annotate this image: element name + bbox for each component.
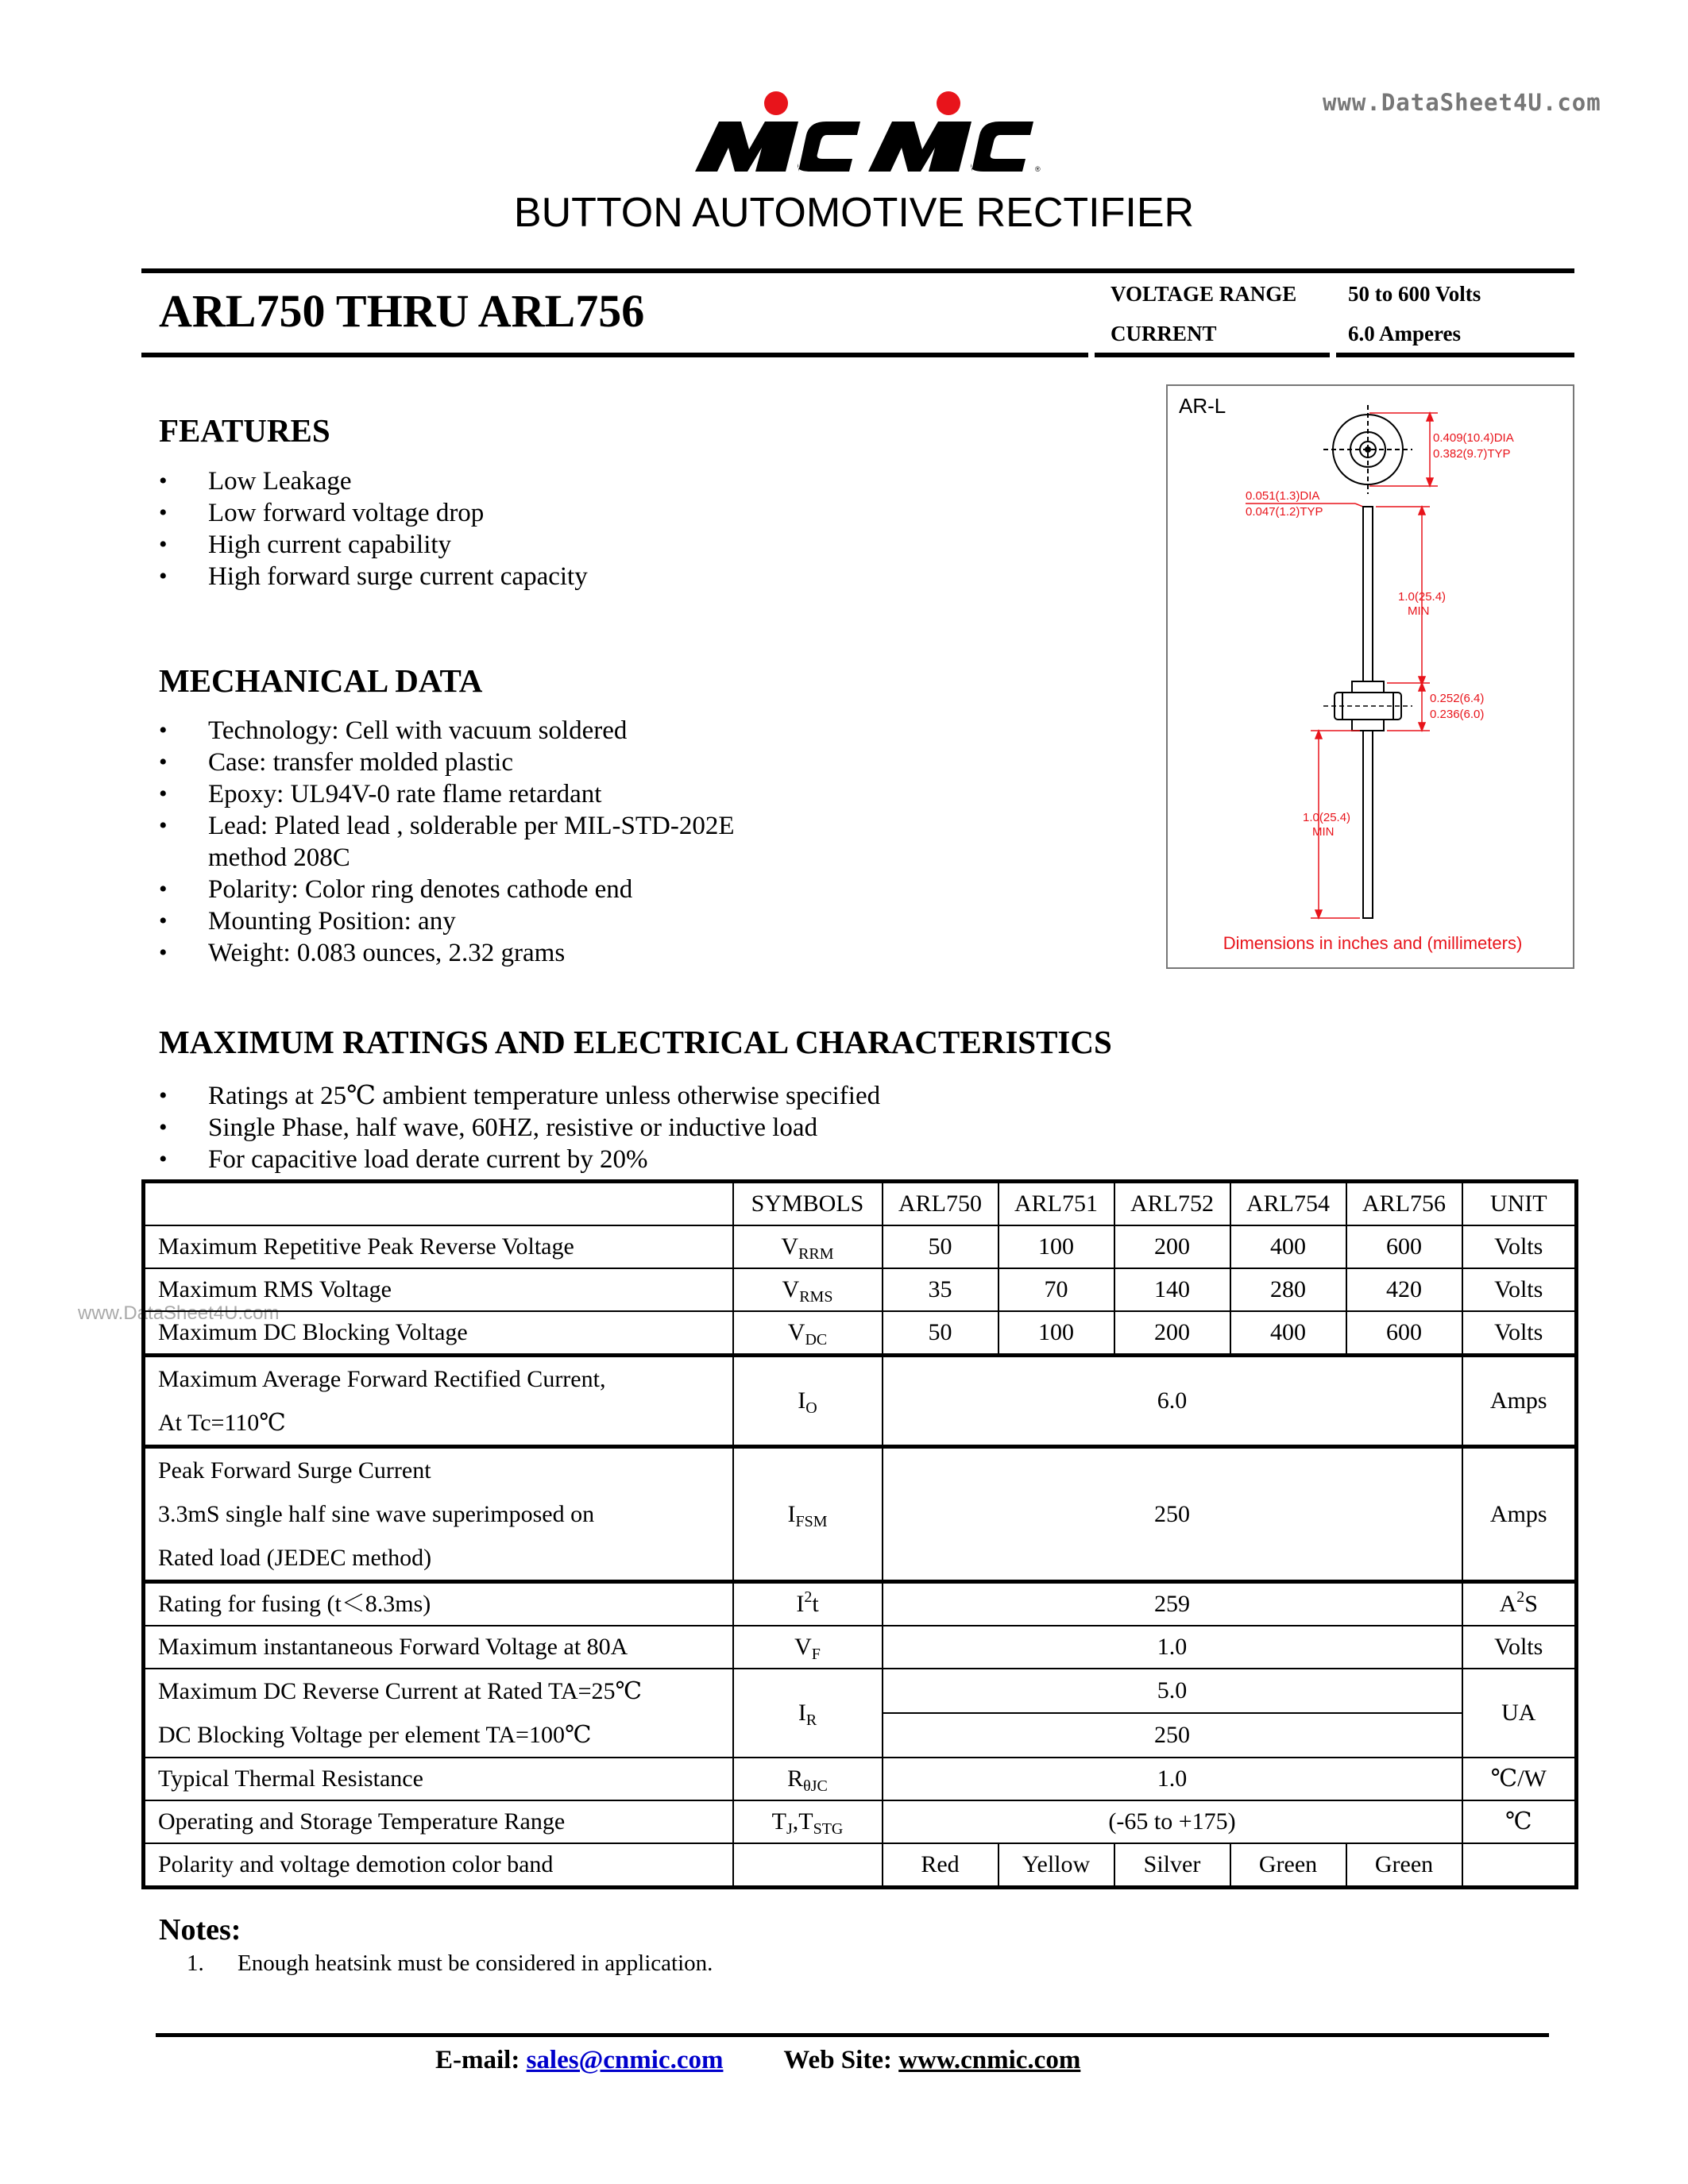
watermark-left: www.DataSheet4U.com bbox=[78, 1302, 280, 1324]
symbol-cell: $R_{\theta JC}$ bbox=[733, 1758, 883, 1800]
dim-len-top-2: MIN bbox=[1408, 604, 1430, 618]
symbol-cell: $I_O$ bbox=[733, 1356, 883, 1447]
table-header: ARL756 bbox=[1346, 1182, 1462, 1226]
unit-cell: Amps bbox=[1462, 1447, 1577, 1582]
value-cell: 100 bbox=[999, 1311, 1114, 1356]
symbol-cell: $I_{FSM}$ bbox=[733, 1447, 883, 1582]
unit-cell: Amps bbox=[1462, 1356, 1577, 1447]
voltage-range-label: VOLTAGE RANGE bbox=[1111, 282, 1297, 306]
value-cell: Silver bbox=[1114, 1843, 1230, 1888]
list-item: • Polarity: Color ring denotes cathode end bbox=[159, 874, 735, 905]
ratings-heading: MAXIMUM RATINGS AND ELECTRICAL CHARACTERISTICS bbox=[159, 1024, 1112, 1060]
table-header: ARL752 bbox=[1114, 1182, 1230, 1226]
package-label: AR-L bbox=[1179, 394, 1226, 418]
symbol-cell bbox=[733, 1843, 883, 1888]
header-bottom-rule-mid bbox=[1095, 353, 1330, 357]
value-cell: 259 bbox=[883, 1582, 1462, 1626]
dim-len-top-1: 1.0(25.4) bbox=[1398, 590, 1447, 604]
svg-text:®: ® bbox=[1035, 165, 1041, 173]
page-title: BUTTON AUTOMOTIVE RECTIFIER bbox=[513, 190, 1195, 236]
value-cell: 50 bbox=[883, 1311, 999, 1356]
list-item: • Case: transfer molded plastic bbox=[159, 747, 735, 778]
table-header: UNIT bbox=[1462, 1182, 1577, 1226]
value-cell: 600 bbox=[1346, 1311, 1462, 1356]
value-cell: 140 bbox=[1114, 1268, 1230, 1311]
value-cell: 35 bbox=[883, 1268, 999, 1311]
part-number-range: ARL750 THRU ARL756 bbox=[159, 285, 645, 337]
table-header: ARL750 bbox=[883, 1182, 999, 1226]
unit-cell: Volts bbox=[1462, 1626, 1577, 1669]
value-cell: 50 bbox=[883, 1225, 999, 1268]
list-item: • High current capability bbox=[159, 529, 588, 561]
value-cell: 600 bbox=[1346, 1225, 1462, 1268]
value-cell: (-65 to +175) bbox=[883, 1800, 1462, 1843]
value-cell: Yellow bbox=[999, 1843, 1114, 1888]
list-item: • Technology: Cell with vacuum soldered bbox=[159, 715, 735, 747]
notes-heading: Notes: bbox=[159, 1913, 241, 1947]
value-cell: Green bbox=[1230, 1843, 1346, 1888]
email-label: E-mail: bbox=[435, 2046, 520, 2074]
unit-cell: Volts bbox=[1462, 1225, 1577, 1268]
table-row bbox=[144, 1311, 1577, 1356]
unit-cell: Volts bbox=[1462, 1268, 1577, 1311]
table-row bbox=[144, 1758, 1577, 1800]
dim-lead-2: 0.047(1.2)TYP bbox=[1246, 505, 1323, 519]
dim-body-2: 0.236(6.0) bbox=[1430, 708, 1485, 721]
top-rule bbox=[141, 268, 1574, 273]
footer-rule bbox=[156, 2033, 1549, 2037]
mechanical-list bbox=[159, 715, 735, 969]
table-header bbox=[144, 1182, 733, 1226]
value-cell: 420 bbox=[1346, 1268, 1462, 1311]
features-heading: FEATURES bbox=[159, 412, 330, 449]
list-item: • Mounting Position: any bbox=[159, 905, 735, 937]
watermark-top: www.DataSheet4U.com bbox=[1323, 89, 1601, 116]
value-cell: 100 bbox=[999, 1225, 1114, 1268]
param-cell: Maximum Average Forward Rectified Current, At Tc=110℃ bbox=[144, 1356, 733, 1447]
unit-cell: Volts bbox=[1462, 1311, 1577, 1356]
param-cell: Polarity and voltage demotion color band bbox=[144, 1843, 733, 1888]
table-header-row bbox=[144, 1182, 1577, 1226]
email-link[interactable]: sales@cnmic.com bbox=[526, 2046, 724, 2074]
list-item: • Ratings at 25℃ ambient temperature unless otherwise specified bbox=[159, 1080, 880, 1112]
value-cell: 200 bbox=[1114, 1225, 1230, 1268]
voltage-range-value: 50 to 600 Volts bbox=[1348, 282, 1481, 306]
param-cell: Maximum instantaneous Forward Voltage at 80A bbox=[144, 1626, 733, 1669]
table-row bbox=[144, 1800, 1577, 1843]
table-row bbox=[144, 1225, 1577, 1268]
symbol-cell: $T_J,T_{STG}$ bbox=[733, 1800, 883, 1843]
symbol-cell: $V_{DC}$ bbox=[733, 1311, 883, 1356]
dim-dia-1: 0.409(10.4)DIA bbox=[1433, 431, 1514, 445]
value-cell: 250 bbox=[883, 1447, 1462, 1582]
current-value: 6.0 Amperes bbox=[1348, 322, 1461, 345]
table-row bbox=[144, 1582, 1577, 1626]
unit-cell bbox=[1462, 1843, 1577, 1888]
value-cell: 280 bbox=[1230, 1268, 1346, 1311]
unit-cell: UA bbox=[1462, 1669, 1577, 1758]
list-item: • Epoxy: UL94V-0 rate flame retardant bbox=[159, 778, 735, 810]
dim-len-bot-1: 1.0(25.4) bbox=[1303, 811, 1351, 824]
list-item: • High forward surge current capacity bbox=[159, 561, 588, 592]
value-cell: 400 bbox=[1230, 1225, 1346, 1268]
param-cell: Maximum Repetitive Peak Reverse Voltage bbox=[144, 1225, 733, 1268]
value-cell: 1.0 bbox=[883, 1626, 1462, 1669]
symbol-cell: $I_R$ bbox=[733, 1669, 883, 1758]
value-cell: 70 bbox=[999, 1268, 1114, 1311]
table-header: SYMBOLS bbox=[733, 1182, 883, 1226]
table-row bbox=[144, 1669, 1577, 1713]
mechanical-heading: MECHANICAL DATA bbox=[159, 662, 483, 699]
company-logo bbox=[679, 86, 1045, 181]
table-header: ARL751 bbox=[999, 1182, 1114, 1226]
list-item: • For capacitive load derate current by 20% bbox=[159, 1144, 880, 1175]
table-row bbox=[144, 1268, 1577, 1311]
dim-len-bot-2: MIN bbox=[1312, 825, 1335, 839]
unit-cell: ℃/W bbox=[1462, 1758, 1577, 1800]
list-item: • Low Leakage bbox=[159, 465, 588, 497]
current-label: CURRENT bbox=[1111, 322, 1217, 345]
value-cell: 6.0 bbox=[883, 1356, 1462, 1447]
param-cell: Operating and Storage Temperature Range bbox=[144, 1800, 733, 1843]
symbol-cell: $V_F$ bbox=[733, 1626, 883, 1669]
features-list bbox=[159, 465, 588, 592]
param-cell: Peak Forward Surge Current 3.3mS single half sine wave superimposed on Rated load (JEDEC method) bbox=[144, 1447, 733, 1582]
header-bottom-rule-right bbox=[1336, 353, 1574, 357]
table-row bbox=[144, 1447, 1577, 1582]
dim-lead-1: 0.051(1.3)DIA bbox=[1246, 489, 1320, 503]
value-cell: 200 bbox=[1114, 1311, 1230, 1356]
value-cell: 250 bbox=[883, 1713, 1462, 1758]
header-bottom-rule-left bbox=[141, 353, 1088, 357]
value-cell: Red bbox=[883, 1843, 999, 1888]
table-header: ARL754 bbox=[1230, 1182, 1346, 1226]
param-cell: Maximum RMS Voltage bbox=[144, 1268, 733, 1311]
package-diagram bbox=[1166, 384, 1574, 969]
dim-dia-2: 0.382(9.7)TYP bbox=[1433, 447, 1511, 461]
value-cell: Green bbox=[1346, 1843, 1462, 1888]
ratings-list bbox=[159, 1080, 880, 1175]
note-item: 1. Enough heatsink must be considered in application. bbox=[187, 1951, 713, 1976]
param-cell: Maximum DC Blocking Voltage bbox=[144, 1311, 733, 1356]
symbol-cell: $I^2t$ bbox=[733, 1582, 883, 1626]
list-item: • Single Phase, half wave, 60HZ, resistive or inductive load bbox=[159, 1112, 880, 1144]
list-item: • Low forward voltage drop bbox=[159, 497, 588, 529]
value-cell: 5.0 bbox=[883, 1669, 1462, 1713]
characteristics-table bbox=[141, 1179, 1578, 1889]
param-cell: Maximum DC Reverse Current at Rated TA=25℃ DC Blocking Voltage per element TA=100℃ bbox=[144, 1669, 733, 1758]
footer-contact bbox=[435, 2046, 1080, 2075]
param-cell: Rating for fusing (t＜8.3ms) bbox=[144, 1582, 733, 1626]
list-item: • Weight: 0.083 ounces, 2.32 grams bbox=[159, 937, 735, 969]
table-row bbox=[144, 1626, 1577, 1669]
website-link[interactable]: www.cnmic.com bbox=[898, 2046, 1081, 2074]
table-row bbox=[144, 1356, 1577, 1447]
param-cell: Typical Thermal Resistance bbox=[144, 1758, 733, 1800]
unit-cell: ℃ bbox=[1462, 1800, 1577, 1843]
value-cell: 1.0 bbox=[883, 1758, 1462, 1800]
list-item: • Lead: Plated lead , solderable per MIL-STD-202E bbox=[159, 810, 735, 842]
website-label: Web Site: bbox=[783, 2046, 892, 2074]
value-cell: 400 bbox=[1230, 1311, 1346, 1356]
diagram-caption: Dimensions in inches and (millimeters) bbox=[1223, 933, 1523, 953]
list-item-continuation: method 208C bbox=[208, 843, 350, 872]
symbol-cell: $V_{RMS}$ bbox=[733, 1268, 883, 1311]
dim-body-1: 0.252(6.4) bbox=[1430, 692, 1485, 705]
table-row bbox=[144, 1843, 1577, 1888]
unit-cell: $A^2S$ bbox=[1462, 1582, 1577, 1626]
symbol-cell: $V_{RRM}$ bbox=[733, 1225, 883, 1268]
